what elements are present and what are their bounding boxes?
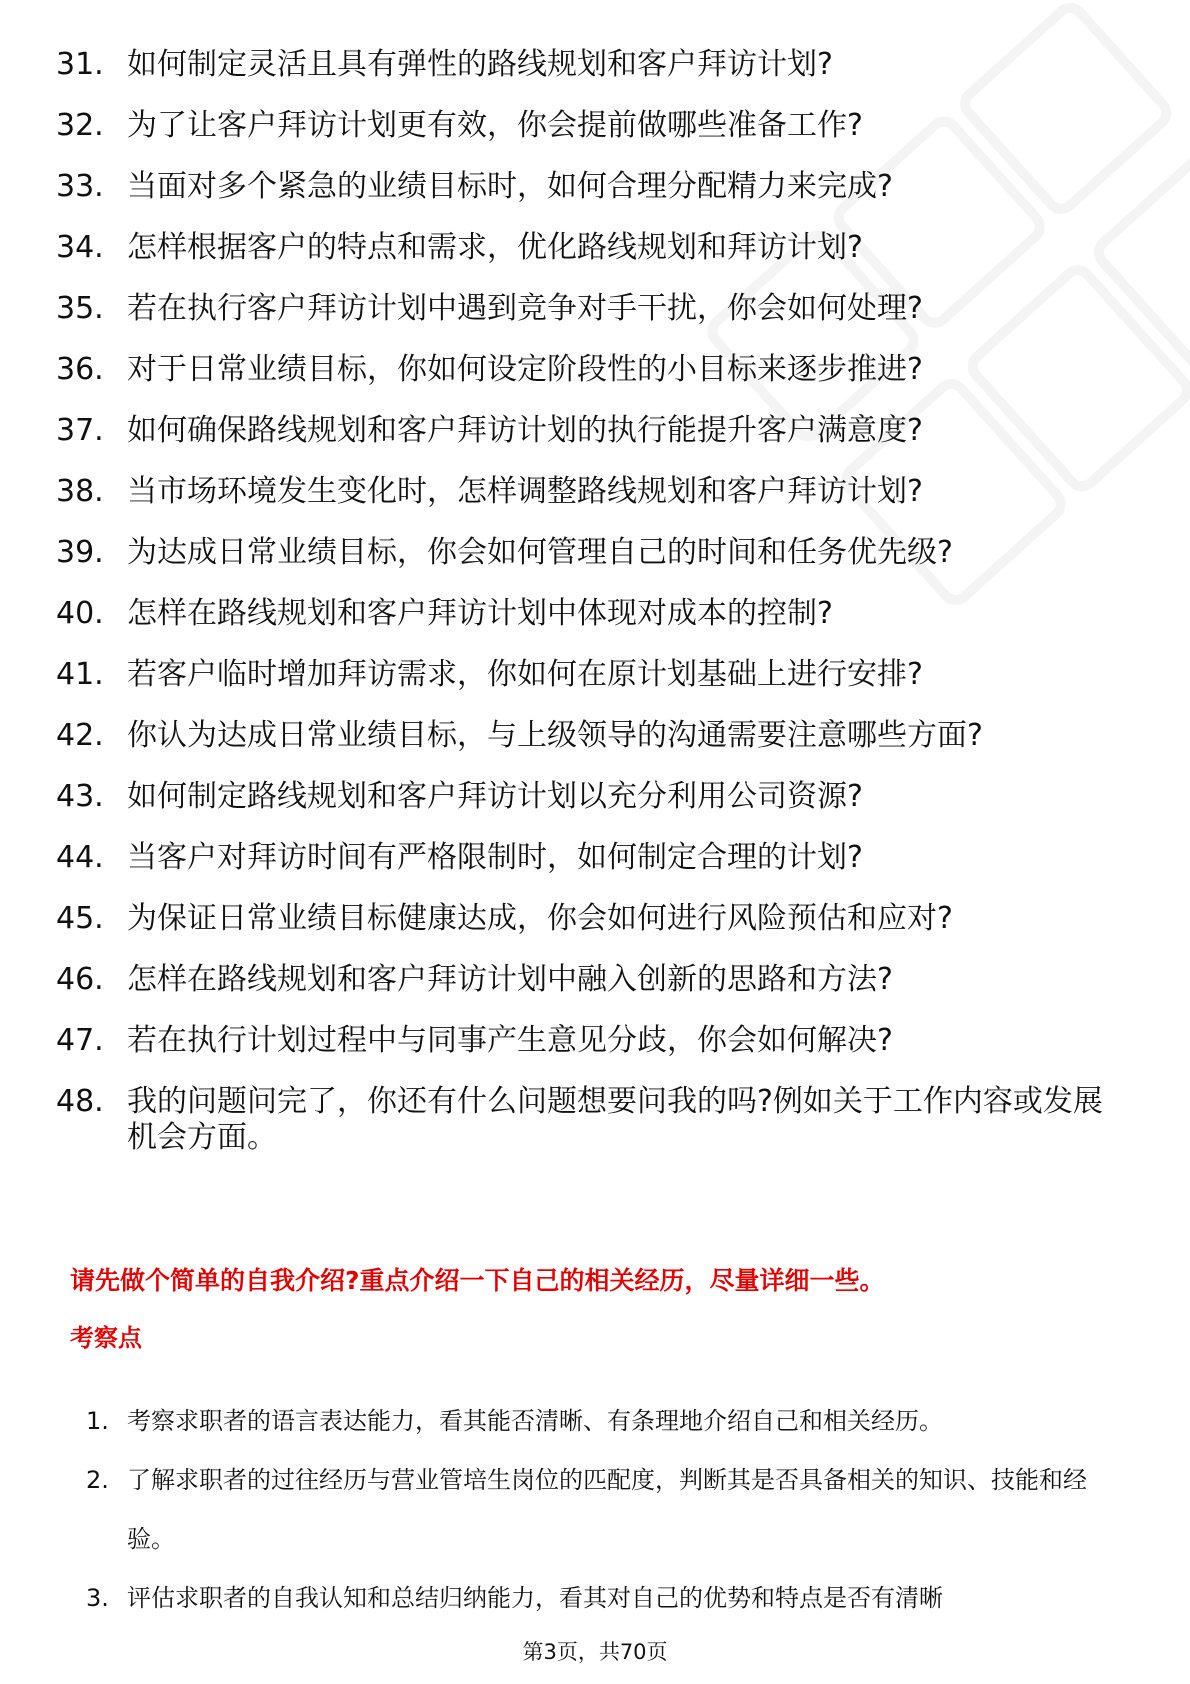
list-item xyxy=(0,291,1190,327)
question-number: 39. xyxy=(56,535,104,570)
question-text: 如何制定灵活且具有弹性的路线规划和客户拜访计划? xyxy=(127,47,833,82)
list-item xyxy=(0,657,1190,693)
question-text: 怎样在路线规划和客户拜访计划中体现对成本的控制? xyxy=(127,596,833,631)
question-number: 46. xyxy=(56,962,104,997)
section-title: 请先做个简单的自我介绍?重点介绍一下自己的相关经历，尽量详细一些。 xyxy=(70,1266,885,1295)
question-text: 若在执行计划过程中与同事产生意见分歧，你会如何解决? xyxy=(127,1023,893,1058)
list-item xyxy=(0,779,1190,815)
question-number: 47. xyxy=(56,1023,104,1058)
list-item xyxy=(0,535,1190,571)
list-item xyxy=(0,352,1190,388)
question-text: 如何确保路线规划和客户拜访计划的执行能提升客户满意度? xyxy=(127,413,923,448)
question-number: 36. xyxy=(56,352,104,387)
section-subtitle: 考察点 xyxy=(70,1324,142,1352)
question-number: 31. xyxy=(56,47,104,82)
question-text: 当市场环境发生变化时，怎样调整路线规划和客户拜访计划? xyxy=(127,474,923,509)
list-item xyxy=(0,474,1190,510)
question-number: 41. xyxy=(56,657,104,692)
list-item xyxy=(0,1569,1190,1628)
list-item xyxy=(0,962,1190,998)
question-text: 为达成日常业绩目标，你会如何管理自己的时间和任务优先级? xyxy=(127,535,953,570)
question-text: 你认为达成日常业绩目标，与上级领导的沟通需要注意哪些方面? xyxy=(127,718,983,753)
list-item xyxy=(0,108,1190,144)
point-text: 评估求职者的自我认知和总结归纳能力，看其对自己的优势和特点是否有清晰 xyxy=(127,1584,943,1612)
page-footer: 第3页，共70页 xyxy=(522,1640,668,1664)
question-text: 为了让客户拜访计划更有效，你会提前做哪些准备工作? xyxy=(127,108,863,143)
question-number: 48. xyxy=(56,1084,104,1119)
list-item xyxy=(0,901,1190,937)
question-number: 42. xyxy=(56,718,104,753)
list-item xyxy=(0,413,1190,449)
point-number: 2. xyxy=(86,1466,109,1494)
point-number: 3. xyxy=(86,1584,109,1612)
question-text: 对于日常业绩目标，你如何设定阶段性的小目标来逐步推进? xyxy=(127,352,923,387)
question-text: 当客户对拜访时间有严格限制时，如何制定合理的计划? xyxy=(127,840,863,875)
question-number: 32. xyxy=(56,108,104,143)
question-text: 怎样在路线规划和客户拜访计划中融入创新的思路和方法? xyxy=(127,962,893,997)
question-text: 我的问题问完了，你还有什么问题想要问我的吗?例如关于工作内容或发展机会方面。 xyxy=(127,1084,1103,1155)
list-item xyxy=(0,47,1190,83)
point-text: 了解求职者的过往经历与营业管培生岗位的匹配度，判断其是否具备相关的知识、技能和经验。 xyxy=(127,1466,1087,1553)
list-item xyxy=(0,1392,1190,1451)
list-item xyxy=(0,840,1190,876)
list-item xyxy=(0,230,1190,266)
question-number: 37. xyxy=(56,413,104,448)
list-item xyxy=(0,169,1190,205)
question-number: 40. xyxy=(56,596,104,631)
question-number: 33. xyxy=(56,169,104,204)
list-item xyxy=(0,1451,1190,1569)
list-item xyxy=(0,718,1190,754)
question-text: 若客户临时增加拜访需求，你如何在原计划基础上进行安排? xyxy=(127,657,923,692)
list-item xyxy=(0,1023,1190,1059)
question-number: 38. xyxy=(56,474,104,509)
question-number: 43. xyxy=(56,779,104,814)
evaluation-points-list xyxy=(0,1392,1190,1628)
question-text: 当面对多个紧急的业绩目标时，如何合理分配精力来完成? xyxy=(127,169,893,204)
question-text: 如何制定路线规划和客户拜访计划以充分利用公司资源? xyxy=(127,779,863,814)
list-item xyxy=(0,596,1190,632)
question-text: 为保证日常业绩目标健康达成，你会如何进行风险预估和应对? xyxy=(127,901,953,936)
question-text: 怎样根据客户的特点和需求，优化路线规划和拜访计划? xyxy=(127,230,863,265)
question-text: 若在执行客户拜访计划中遇到竞争对手干扰，你会如何处理? xyxy=(127,291,923,326)
question-number: 34. xyxy=(56,230,104,265)
question-number: 44. xyxy=(56,840,104,875)
point-number: 1. xyxy=(86,1407,109,1435)
list-item xyxy=(0,1084,1190,1156)
question-number: 45. xyxy=(56,901,104,936)
question-list xyxy=(0,47,1190,1181)
question-number: 35. xyxy=(56,291,104,326)
point-text: 考察求职者的语言表达能力，看其能否清晰、有条理地介绍自己和相关经历。 xyxy=(127,1407,943,1435)
